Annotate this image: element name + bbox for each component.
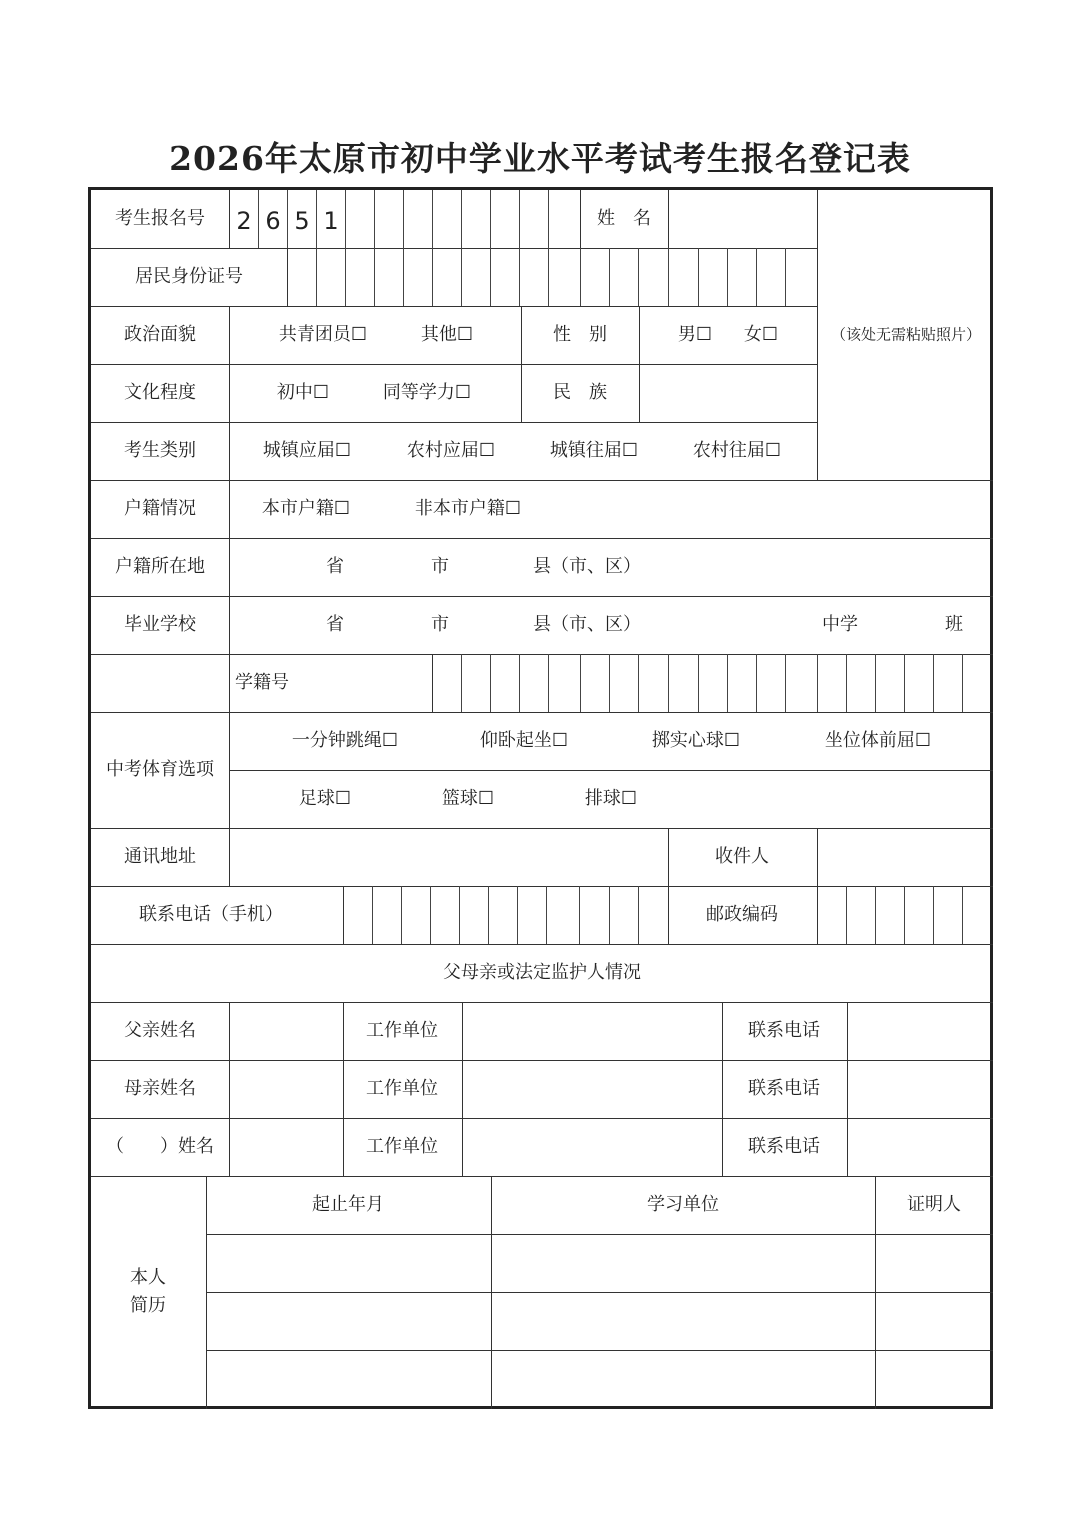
contact-phone-label: 联系电话 — [748, 1078, 820, 1099]
reg-digit: 1 — [323, 207, 339, 235]
student-number-label: 学籍号 — [235, 672, 289, 693]
candidate-type-option[interactable]: 城镇往届☐ — [549, 440, 639, 461]
address-label: 通讯地址 — [124, 846, 196, 867]
contact-phone-label: 联系电话 — [748, 1020, 820, 1041]
political-option-league[interactable]: 共青团员☐ — [278, 324, 368, 345]
county-label: 县（市、区） — [533, 614, 641, 635]
hukou-option-local[interactable]: 本市户籍☐ — [261, 498, 351, 519]
pe-option[interactable]: 一分钟跳绳☐ — [291, 730, 399, 751]
id-card-label: 居民身份证号 — [135, 266, 243, 287]
form-frame — [88, 187, 993, 1409]
gender-option-male[interactable]: 男☐ — [677, 324, 713, 345]
pe-option[interactable]: 足球☐ — [298, 788, 352, 809]
education-option-junior[interactable]: 初中☐ — [276, 382, 330, 403]
guardian-name-label: （ ）姓名 — [106, 1136, 214, 1157]
father-name-label: 父亲姓名 — [124, 1020, 196, 1041]
work-unit-label: 工作单位 — [366, 1078, 438, 1099]
pe-option[interactable]: 坐位体前屈☐ — [824, 730, 932, 751]
province-label: 省 — [326, 614, 344, 635]
school-unit-column-header: 学习单位 — [647, 1194, 719, 1215]
mother-name-label: 母亲姓名 — [124, 1078, 196, 1099]
witness-column-header: 证明人 — [907, 1194, 961, 1215]
receiver-label: 收件人 — [715, 846, 769, 867]
pe-options-label: 中考体育选项 — [106, 759, 214, 780]
reg-digit: 6 — [265, 207, 281, 235]
class-label: 班 — [945, 614, 963, 635]
education-option-equivalent[interactable]: 同等学力☐ — [382, 382, 472, 403]
hukou-option-nonlocal[interactable]: 非本市户籍☐ — [414, 498, 522, 519]
resume-label-line2: 简历 — [130, 1295, 166, 1316]
political-option-other[interactable]: 其他☐ — [420, 324, 474, 345]
period-column-header: 起止年月 — [312, 1194, 384, 1215]
form-title: 2026年太原市初中学业水平考试考生报名登记表 — [169, 139, 911, 178]
contact-phone-label: 联系电话 — [748, 1136, 820, 1157]
work-unit-label: 工作单位 — [366, 1136, 438, 1157]
pe-option[interactable]: 仰卧起坐☐ — [479, 730, 569, 751]
county-label: 县（市、区） — [533, 556, 641, 577]
province-label: 省 — [326, 556, 344, 577]
pe-option[interactable]: 掷实心球☐ — [651, 730, 741, 751]
gender-option-female[interactable]: 女☐ — [743, 324, 779, 345]
work-unit-label: 工作单位 — [366, 1020, 438, 1041]
ethnic-label: 民 族 — [553, 382, 607, 403]
political-label: 政治面貌 — [124, 324, 196, 345]
city-label: 市 — [431, 614, 449, 635]
resume-label-line1: 本人 — [130, 1267, 166, 1288]
school-label: 毕业学校 — [124, 614, 196, 635]
hukou-label: 户籍情况 — [124, 498, 196, 519]
photo-note: （该处无需粘贴照片） — [830, 325, 982, 344]
gender-label: 性 别 — [553, 324, 607, 345]
reg-number-label: 考生报名号 — [115, 208, 205, 229]
pe-option[interactable]: 篮球☐ — [441, 788, 495, 809]
candidate-type-label: 考生类别 — [124, 440, 196, 461]
name-label: 姓 名 — [597, 208, 651, 229]
candidate-type-option[interactable]: 农村往届☐ — [692, 440, 782, 461]
name-field[interactable] — [724, 219, 725, 220]
postcode-label: 邮政编码 — [706, 904, 778, 925]
middle-school-label: 中学 — [822, 614, 858, 635]
reg-digit: 2 — [236, 207, 252, 235]
candidate-type-option[interactable]: 农村应届☐ — [406, 440, 496, 461]
reg-digit: 5 — [294, 207, 310, 235]
pe-option[interactable]: 排球☐ — [584, 788, 638, 809]
phone-label: 联系电话（手机） — [139, 904, 283, 925]
hukou-location-label: 户籍所在地 — [115, 556, 205, 577]
city-label: 市 — [431, 556, 449, 577]
guardian-section-header: 父母亲或法定监护人情况 — [443, 962, 641, 983]
candidate-type-option[interactable]: 城镇应届☐ — [262, 440, 352, 461]
education-label: 文化程度 — [124, 382, 196, 403]
